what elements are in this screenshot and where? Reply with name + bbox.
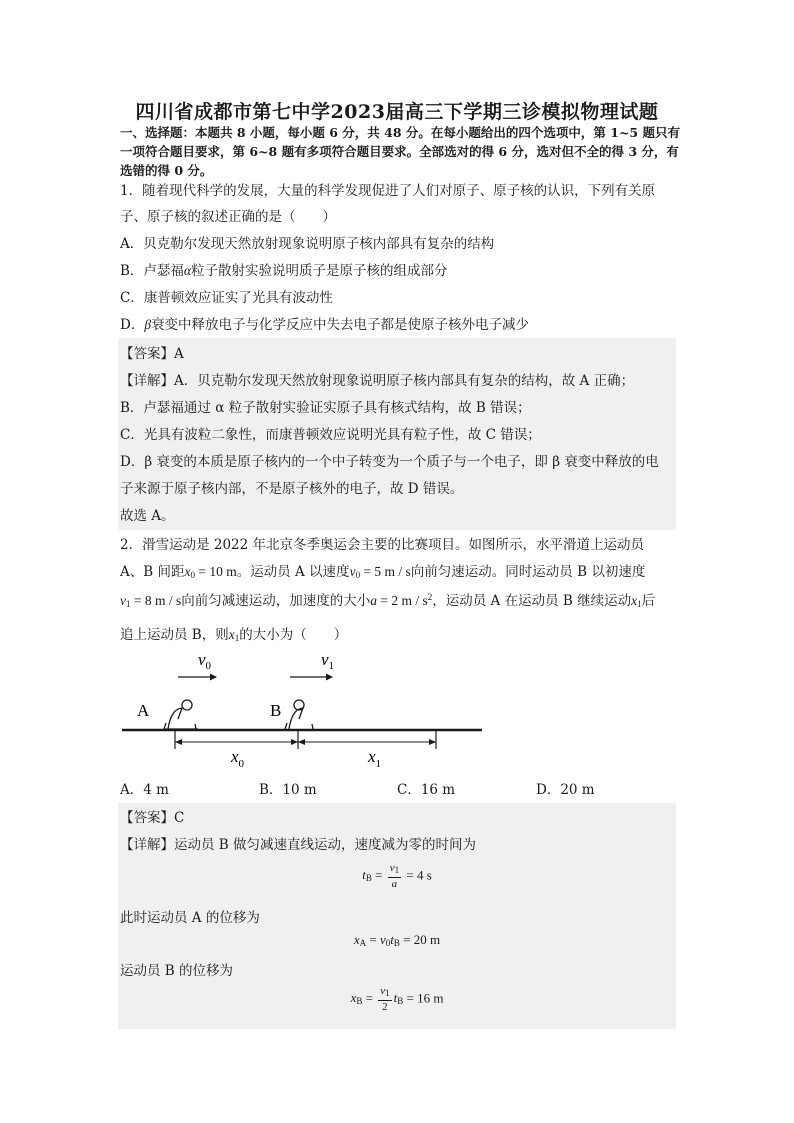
x1-symbol: $x_1$ <box>228 627 240 643</box>
q2-stem-line3 <box>120 589 680 609</box>
q2-explanation-tag: 【详解】 <box>120 837 174 853</box>
q1-option-d-prefix: D． <box>120 317 145 333</box>
q2-option-d: D．20 m <box>536 782 595 798</box>
x0-label: $x_0$ <box>231 747 245 770</box>
q1-explanation-line4: D．β 衰变的本质是原子核内的一个中子转变为一个质子与一个电子，即 β 衰变中释放的电 <box>120 454 659 470</box>
q2-answer: 【答案】C <box>120 810 185 826</box>
q1-explanation-line1 <box>120 369 680 389</box>
q2-option-b: B．10 m <box>259 782 317 798</box>
q1-explanation-line2: B．卢瑟福通过 α 粒子散射实验证实原子具有核式结构，故 B 错误； <box>120 400 531 416</box>
a-symbol: a <box>370 593 377 608</box>
x1-arrow-right <box>429 739 436 745</box>
q2-l3-text-c: 后 <box>641 593 656 609</box>
formula-time-rhs: = 4 s <box>403 867 432 883</box>
formula-displacement-b-fraction: $\frac{v_1}{2}$ <box>380 985 390 1013</box>
q2-stem-line4 <box>120 623 680 643</box>
formula-displacement-b: $x_B$ = $\frac{v_1}{2}$ $t_B = 16$ m <box>350 985 444 1013</box>
q2-stem-line2 <box>120 560 680 580</box>
section-instructions: 一、选择题：本题共 8 小题，每小题 6 分，共 48 分。在每小题给出的四个选项中，第 1~5 题只有一项符合题目要求，第 6~8 题有多项符合题目要求。全部选对的得 6 分，选对但不全的得 3 分，有选错的得 0 分。 <box>120 125 680 178</box>
v1-symbol: $v_1$ <box>120 593 131 609</box>
q1-option-a: A．贝克勒尔发现天然放射现象说明原子核内部具有复杂的结构 <box>120 236 495 252</box>
v1-arrow-head <box>326 674 333 681</box>
q1-answer: 【答案】A <box>120 346 184 362</box>
x1-label: $x_1$ <box>368 747 382 770</box>
q1-option-d <box>120 313 680 333</box>
formula-time-lhs: $t_B$ <box>362 867 372 884</box>
q2-l2-eq2: = 5 m / s <box>360 564 411 579</box>
q1-stem-line1: 1．随着现代科学的发展，大量的科学发现促进了人们对原子、原子核的认识，下列有关原 <box>120 183 656 199</box>
skier-a-icon <box>164 700 198 729</box>
q2-l4-text-b: 的大小为（ ） <box>239 627 348 643</box>
q1-option-b-prefix: B．卢瑟福 <box>120 263 184 279</box>
q1-stem-line2: 子、原子核的叙述正确的是（ ） <box>120 209 336 225</box>
q1-explanation-tag: 【详解】 <box>120 373 174 389</box>
q2-explanation-line3: 运动员 B 的位移为 <box>120 963 234 979</box>
q2-option-c: C．16 m <box>397 782 456 798</box>
skier-figure <box>118 645 488 770</box>
q1-option-b <box>120 259 680 279</box>
formula-time-fraction: $\frac{v_1}{a}$ <box>389 862 400 890</box>
formula-time: $t_B$ = $\frac{v_1}{a}$ = 4 s <box>362 862 432 890</box>
q2-l4-text-a: 追上运动员 B，则 <box>120 627 229 643</box>
x1-arrow-left <box>298 739 305 745</box>
x1-symbol: $x_1$ <box>631 593 642 609</box>
q2-l3-eq2: = 2 m / $s^2$ <box>377 592 433 608</box>
v0-arrow-head <box>210 674 217 681</box>
q1-explanation-a: A．贝克勒尔发现天然放射现象说明原子核内部具有复杂的结构，故 A 正确； <box>174 373 635 389</box>
skier-a-label: A <box>137 701 150 720</box>
q2-explanation-line2: 此时运动员 A 的位移为 <box>120 910 260 926</box>
q2-l2-text-a: A、B 间距 <box>120 564 185 580</box>
q2-l2-text-c: 向前匀速运动。同时运动员 B 以初速度 <box>410 564 646 580</box>
skier-b-label: B <box>270 701 282 720</box>
q2-explanation-text: 运动员 B 做匀减速直线运动，速度减为零的时间为 <box>174 837 477 853</box>
q2-option-a: A．4 m <box>120 782 169 798</box>
q1-option-c: C．康普顿效应证实了光具有波动性 <box>120 290 333 306</box>
v1-label: $v_1$ <box>321 650 335 672</box>
alpha-symbol: α <box>183 263 192 278</box>
q1-explanation-line5: 子来源于原子核内部，不是原子核外的电子，故 D 错误。 <box>120 481 464 497</box>
q1-option-b-text: 粒子散射实验说明质子是原子核的组成部分 <box>191 263 448 279</box>
page-title: 四川省成都市第七中学2023届高三下学期三诊模拟物理试题 <box>135 101 659 123</box>
q2-l2-text-b: 。运动员 A 以速度 <box>236 564 350 580</box>
q2-stem-line1: 2．滑雪运动是 2022 年北京冬季奥运会主要的比赛项目。如图所示，水平滑道上运动员 <box>120 537 645 553</box>
q1-explanation-line6: 故选 A。 <box>120 508 175 524</box>
q1-option-d-text: 衰变中释放电子与化学反应中失去电子都是使原子核外电子减少 <box>151 317 530 333</box>
q2-l2-eq1: = 10 m <box>194 564 237 579</box>
x0-arrow-left <box>175 739 182 745</box>
q1-explanation-line3: C．光具有波粒二象性，而康普顿效应说明光具有粒子性，故 C 错误； <box>120 427 541 443</box>
v0-symbol: $v_0$ <box>349 564 361 580</box>
x0-symbol: $x_0$ <box>184 564 195 580</box>
v0-label: $v_0$ <box>198 650 212 672</box>
x0-arrow-right <box>291 739 298 745</box>
q2-l3-eq1: = 8 m / s <box>130 593 182 608</box>
q2-l3-text-a: 向前匀减速运动，加速度的大小 <box>181 593 371 609</box>
beta-symbol: β <box>144 317 152 332</box>
q2-l3-text-b: ，运动员 A 在运动员 B 继续运动 <box>432 593 632 609</box>
skier-b-icon <box>285 700 313 729</box>
q2-explanation-line1 <box>120 833 680 853</box>
formula-displacement-a: $x_A = v_0t_B = 20$ m <box>353 932 441 948</box>
